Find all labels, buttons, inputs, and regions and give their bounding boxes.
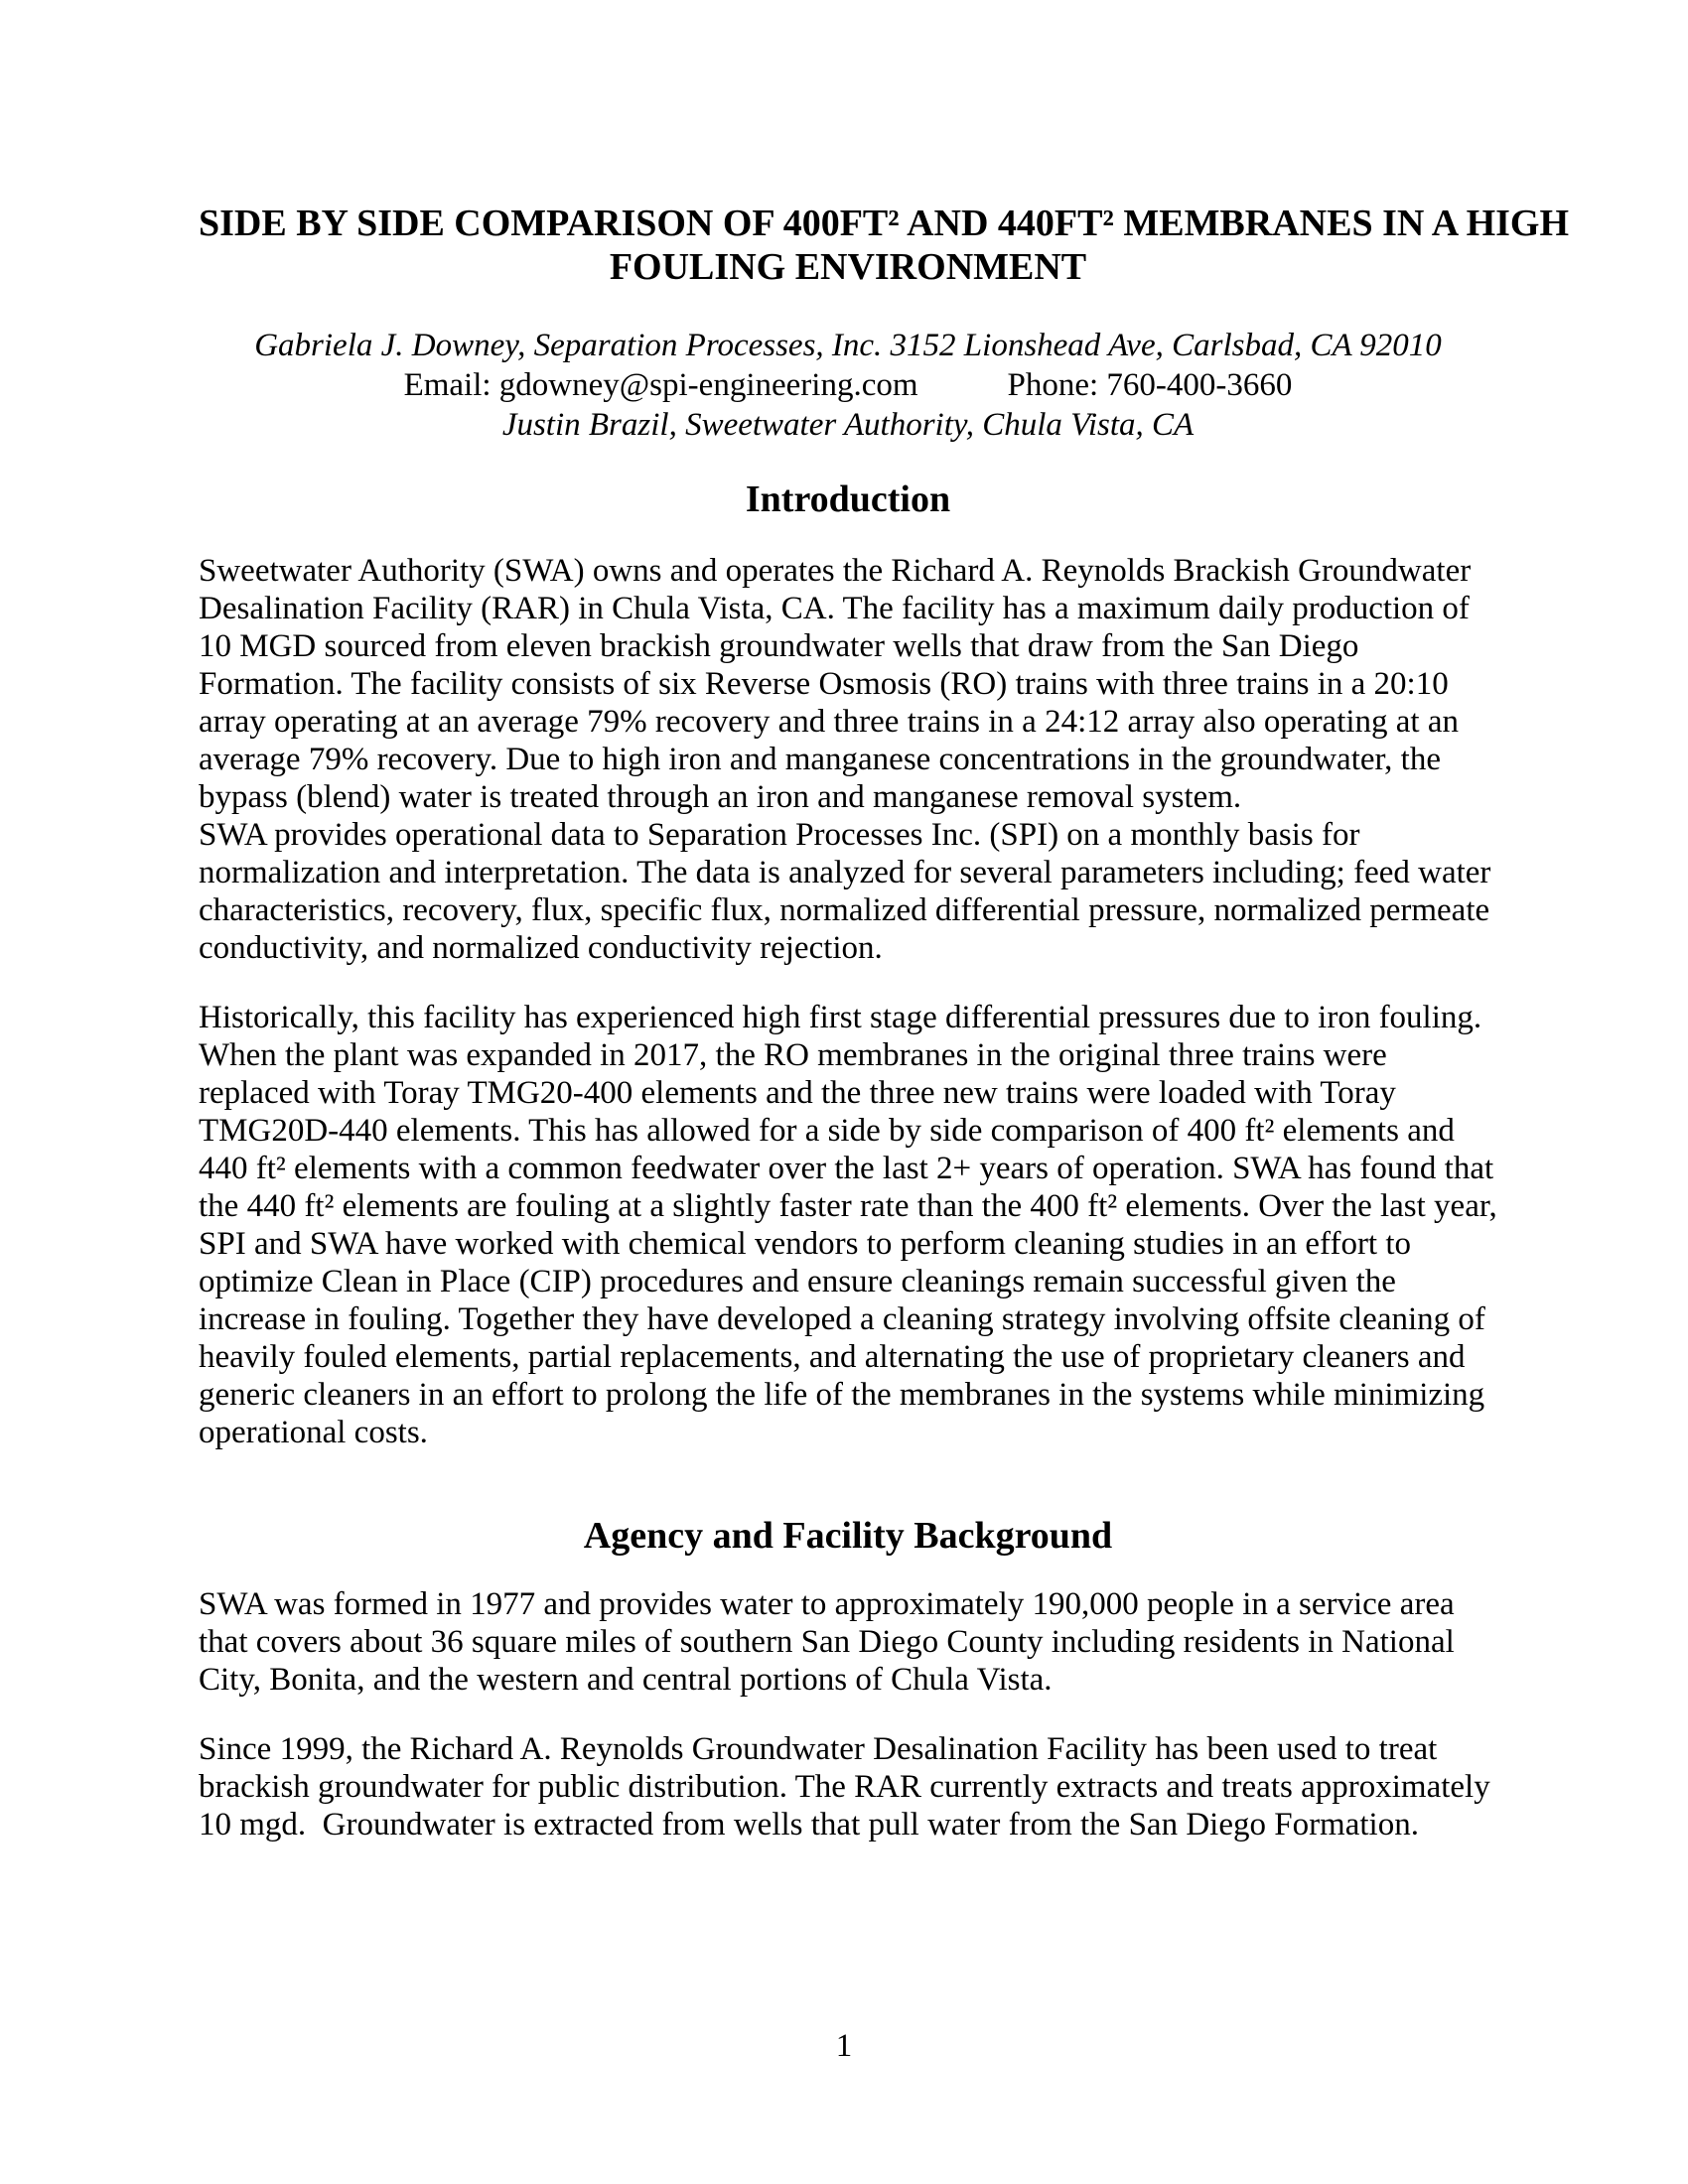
- section-heading-agency-background: Agency and Facility Background: [583, 1515, 1113, 1557]
- intro-paragraph-2: Historically, this facility has experienced high first stage differential pressures due to iron fouling. When the plant was expanded in 2017, the RO membranes in the original three trains were replaced with Toray TMG20-400 elements and the three new trains were loaded with Toray TMG20D-440 elements. This has allowed for a side by side comparison of 400 ft² elements and 440 ft² elements with a common feedwater over the last 2+ years of operation. SWA has found that the 440 ft² elements are fouling at a slightly faster rate than the 400 ft² elements. Over the last year, SPI and SWA have worked with chemical vendors to perform cleaning studies in an effort to optimize Clean in Place (CIP) procedures and ensure cleanings remain successful given the increase in fouling. Together they have developed a cleaning strategy involving offsite cleaning of heavily fouled elements, partial replacements, and alternating the use of proprietary cleaners and generic cleaners in an effort to prolong the life of the membranes in the systems while minimizing operational costs.: [199, 1000, 1506, 1450]
- author-contact-line: [199, 365, 1497, 405]
- agency-paragraph-1: SWA was formed in 1977 and provides water to approximately 190,000 people in a service area that covers about 36 square miles of southern San Diego County including residents in National City, Bonita, and the western and central portions of Chula Vista.: [199, 1586, 1464, 1698]
- author-block: [199, 326, 1497, 445]
- intro-paragraph-1: Sweetwater Authority (SWA) owns and operates the Richard A. Reynolds Brackish Groundwater Desalination Facility (RAR) in Chula Vista, CA. The facility has a maximum daily production of 10 MGD sourced from eleven brackish groundwater wells that draw from the San Diego Formation. The facility consists of six Reverse Osmosis (RO) trains with three trains in a 20:10 array operating at an average 79% recovery and three trains in a 24:12 array also operating at an average 79% recovery. Due to high iron and manganese concentrations in the groundwater, the bypass (blend) water is treated through an iron and manganese removal system.: [199, 553, 1479, 815]
- author-phone: Phone: 760-400-3660: [1007, 367, 1293, 403]
- intro-paragraph-1-continued: SWA provides operational data to Separation Processes Inc. (SPI) on a monthly basis for normalization and interpretation. The data is analyzed for several parameters including; feed water characteristics, recovery, flux, specific flux, normalized differential pressure, normalized permeate conductivity, and normalized conductivity rejection.: [199, 817, 1499, 966]
- author-email: Email: gdowney@spi-engineering.com: [403, 367, 918, 403]
- author-affiliation-primary: Gabriela J. Downey, Separation Processes, Inc. 3152 Lionshead Ave, Carlsbad, CA 92010: [254, 328, 1442, 363]
- section-agency-background: [199, 1512, 1497, 1843]
- paper-title-line-1: SIDE BY SIDE COMPARISON OF 400FT² AND 440FT² MEMBRANES IN A HIGH: [199, 203, 1570, 244]
- section-introduction: [199, 476, 1506, 1451]
- author-affiliation-secondary: Justin Brazil, Sweetwater Authority, Chula Vista, CA: [501, 407, 1195, 443]
- agency-paragraph-2: Since 1999, the Richard A. Reynolds Groundwater Desalination Facility has been used to treat brackish groundwater for public distribution. The RAR currently extracts and treats approximately 10 mgd. Groundwater is extracted from wells that pull water from the San Diego Formation.: [199, 1731, 1498, 1843]
- page-number: 1: [835, 2028, 853, 2064]
- paper-title: [199, 202, 1570, 289]
- section-heading-introduction: Introduction: [745, 478, 951, 520]
- paper-title-line-2: FOULING ENVIRONMENT: [609, 246, 1087, 288]
- page-footer: [0, 2027, 1688, 2065]
